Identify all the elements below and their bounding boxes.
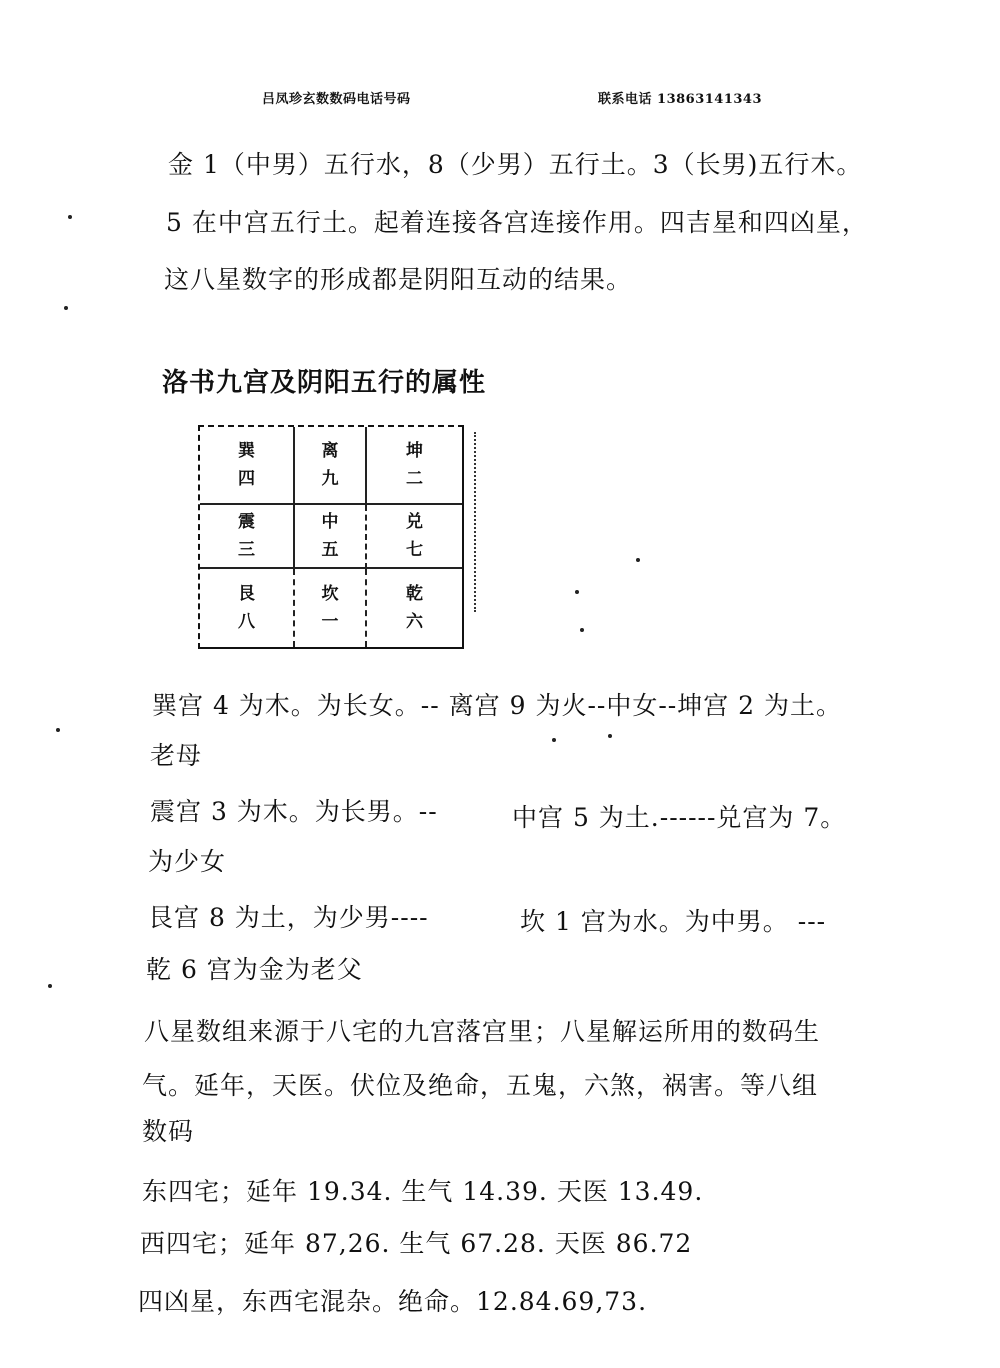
palace-number: 九 — [321, 469, 339, 489]
header-title: 吕凤珍玄数数码电话号码 — [262, 92, 411, 107]
palace-number: 五 — [321, 540, 339, 560]
scan-speck — [68, 215, 72, 219]
intro-line: 5 在中宫五行土。起着连接各宫连接作用。四吉星和四凶星， — [166, 208, 868, 237]
grid-cell — [295, 569, 367, 647]
grid-cell — [295, 505, 367, 569]
intro-line: 金 1（中男）五行水，8（少男）五行土。3（长男)五行木。 — [168, 150, 863, 179]
note-line: 乾 6 宫为金为老父 — [146, 955, 363, 984]
note-line: 为少女 — [148, 847, 227, 876]
palace-name: 震 — [238, 512, 255, 532]
palace-number: 八 — [238, 612, 255, 632]
scan-speck — [64, 306, 68, 310]
grid-cell — [200, 427, 295, 505]
note-line: 艮宫 8 为土，为少男---- — [148, 903, 429, 932]
palace-name: 艮 — [238, 584, 255, 604]
palace-number: 三 — [238, 540, 255, 560]
palace-number: 四 — [238, 469, 255, 489]
stars-line: 八星数组来源于八宅的九宫落宫里；八星解运所用的数码生 — [144, 1017, 821, 1046]
grid-cell — [200, 505, 295, 569]
header-contact: 联系电话 13863141343 — [598, 92, 763, 107]
palace-number: 二 — [406, 469, 423, 489]
palace-name: 乾 — [406, 584, 423, 604]
palace-name: 离 — [321, 441, 339, 461]
stars-line: 气。延年，天医。伏位及绝命，五鬼，六煞，祸害。等八组 — [142, 1071, 819, 1100]
scan-speck — [575, 590, 579, 594]
note-line: 震宫 3 为木。为长男。-- — [150, 797, 438, 826]
section-heading: 洛书九宫及阴阳五行的属性 — [162, 368, 487, 398]
scan-speck — [552, 738, 556, 742]
palace-name: 坤 — [406, 441, 423, 461]
west-house-line: 西四宅；延年 87,26. 生气 67.28. 天医 86.72 — [140, 1229, 693, 1258]
palace-number: 六 — [406, 612, 423, 632]
grid-cell — [367, 427, 462, 505]
intro-line: 这八星数字的形成都是阴阳互动的结果。 — [164, 265, 633, 294]
scan-speck — [580, 628, 584, 632]
stars-line: 数码 — [142, 1117, 195, 1146]
grid-cell — [295, 427, 367, 505]
note-line: 坎 1 宫为水。为中男。 --- — [520, 907, 827, 936]
grid-cell — [200, 569, 295, 647]
palace-name: 中 — [321, 512, 339, 532]
scan-speck — [608, 734, 612, 738]
scan-artifact-line — [474, 432, 476, 612]
luoshu-grid — [198, 425, 464, 649]
grid-cell — [367, 569, 462, 647]
inauspicious-line: 四凶星，东西宅混杂。绝命。12.84.69,73. — [138, 1287, 648, 1316]
palace-name: 兑 — [406, 512, 423, 532]
scan-speck — [56, 728, 60, 732]
scan-speck — [636, 558, 640, 562]
palace-number: 一 — [321, 612, 339, 632]
palace-name: 巽 — [238, 441, 255, 461]
note-line: 中宫 5 为土.------兑宫为 7。 — [512, 803, 847, 832]
scan-speck — [48, 984, 52, 988]
note-line: 老母 — [150, 741, 203, 770]
palace-number: 七 — [406, 540, 423, 560]
palace-name: 坎 — [321, 584, 339, 604]
grid-cell — [367, 505, 462, 569]
note-line: 巽宫 4 为木。为长女。-- 离宫 9 为火--中女--坤宫 2 为土。 — [152, 691, 843, 720]
east-house-line: 东四宅；延年 19.34. 生气 14.39. 天医 13.49. — [142, 1177, 704, 1206]
